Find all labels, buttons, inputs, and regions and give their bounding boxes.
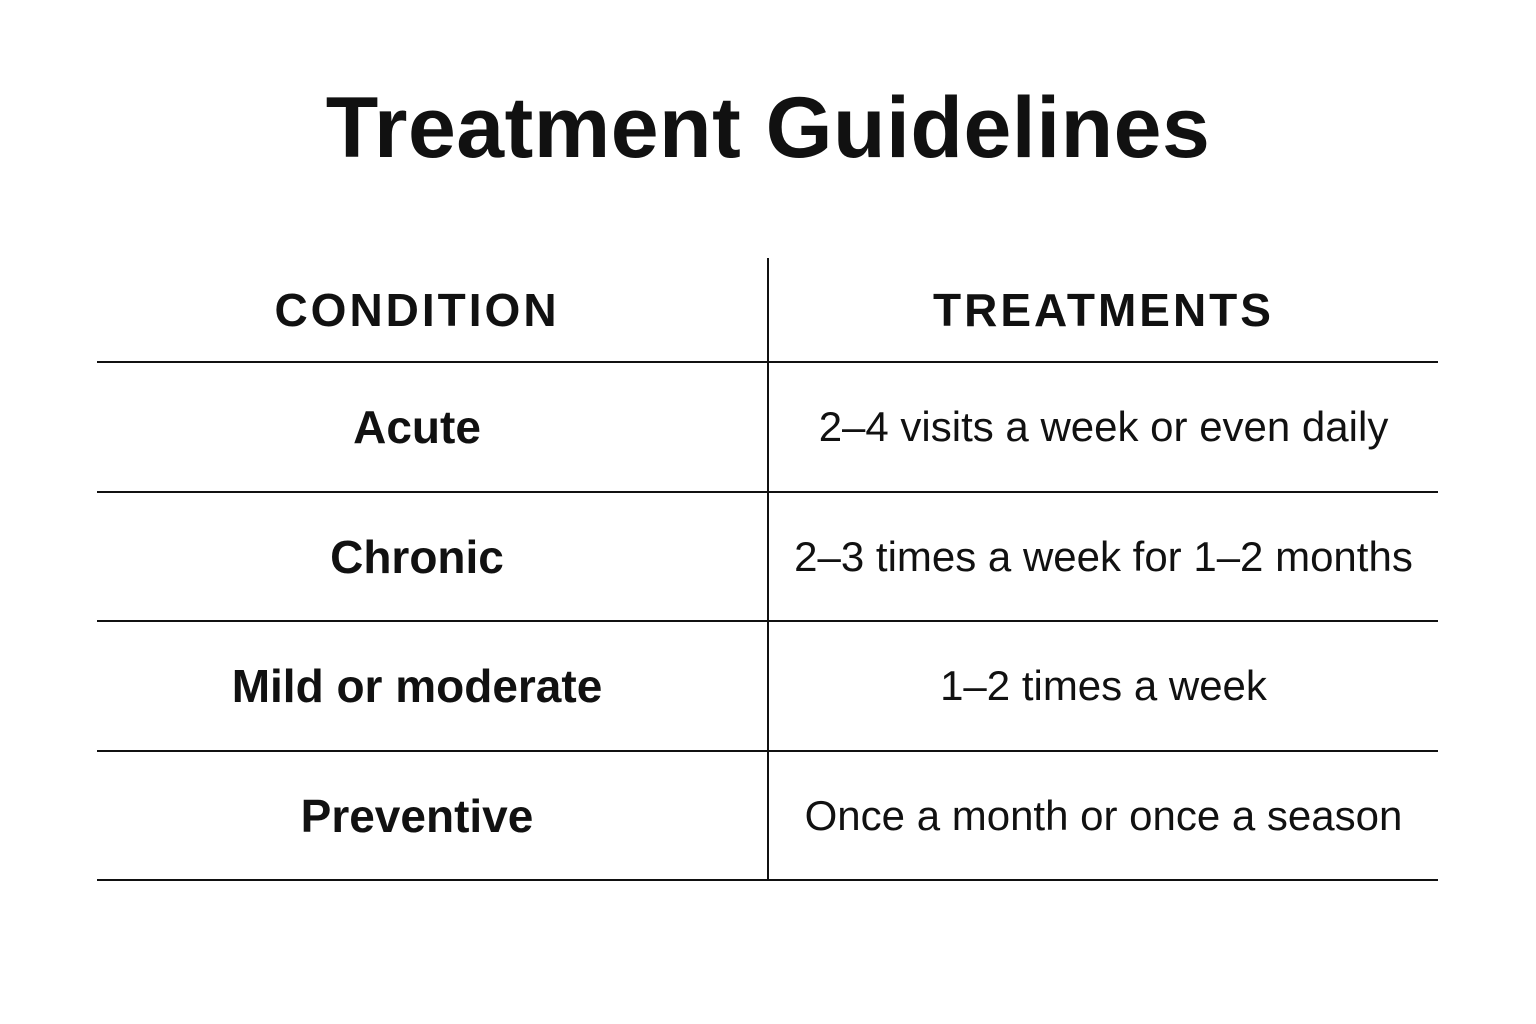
header-treatments: TREATMENTS [933,284,1274,336]
row-treatment-mild: 1–2 times a week [940,662,1267,709]
row-treatment-preventive: Once a month or once a season [804,791,1403,839]
table-bottom-rule [97,879,1438,881]
row-treatment-acute: 2–4 visits a week or even daily [818,403,1389,450]
row-condition-acute: Acute [353,401,481,453]
row-treatment-chronic: 2–3 times a week for 1–2 months [794,532,1413,580]
row-condition-mild: Mild or moderate [231,660,603,712]
page-title: Treatment Guidelines [325,80,1211,176]
header-condition: CONDITION [274,284,560,336]
treatment-table [97,258,1438,881]
row-condition-chronic: Chronic [330,530,504,583]
row-condition-preventive: Preventive [300,789,534,842]
